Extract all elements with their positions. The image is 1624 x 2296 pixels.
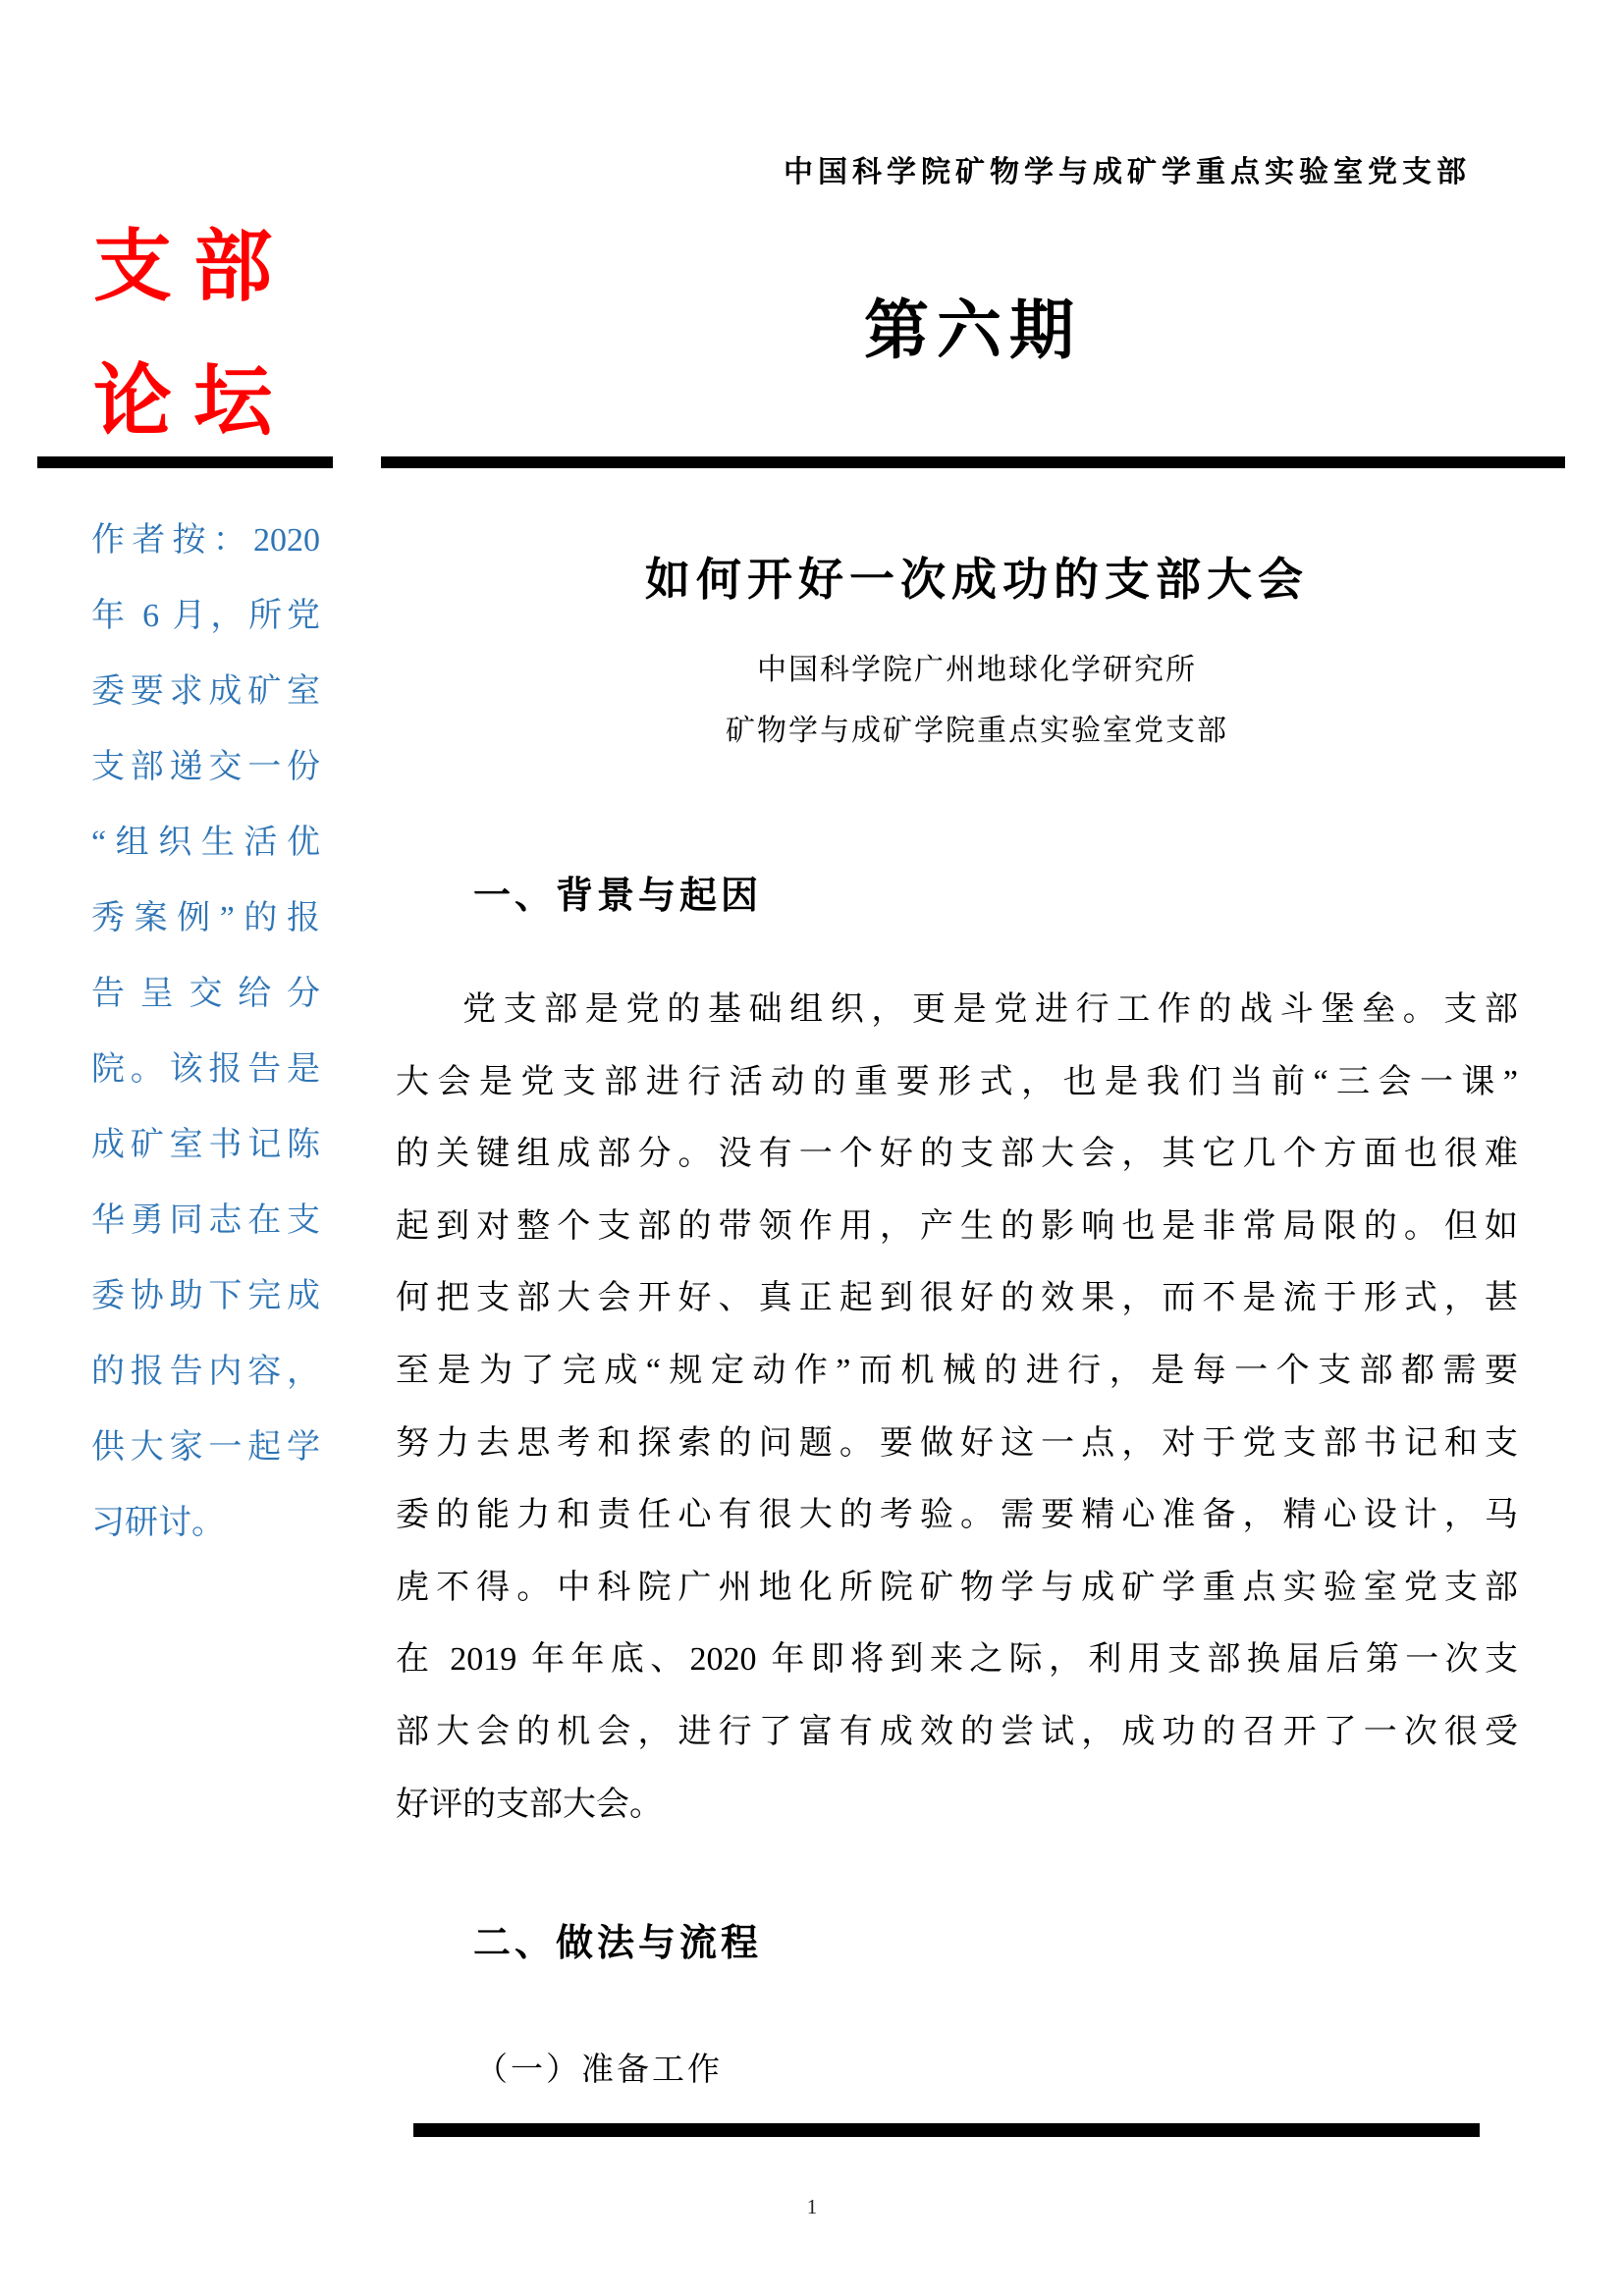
author-note-line: 秀案例”的报 [91, 900, 320, 936]
author-note-line: 委协助下完成 [91, 1278, 320, 1314]
article-body [396, 974, 1518, 1841]
author-note-line: 年 6 月，所党 [91, 598, 320, 634]
author-note-line: “组织生活优 [91, 825, 320, 861]
article-title: 如何开好一次成功的支部大会 [645, 554, 1309, 605]
body-line: 党支部是党的基础组织，更是党进行工作的战斗堡垒。支部 [462, 991, 1518, 1028]
issue-label: 第六期 [864, 294, 1082, 366]
body-line: 努力去思考和探索的问题。要做好这一点，对于党支部书记和支 [396, 1424, 1518, 1462]
affiliation-line-1: 中国科学院广州地球化学研究所 [757, 654, 1197, 686]
subsection-heading: （一）准备工作 [475, 2053, 723, 2088]
masthead-line-1: 支 部 [93, 223, 273, 310]
author-note-line: 委要求成矿室 [91, 673, 320, 710]
author-note-line: 告呈交给分 [91, 976, 320, 1012]
footer-divider-rule [413, 2123, 1480, 2137]
section-heading-2: 二、做法与流程 [473, 1923, 763, 1964]
author-note-line: 习研讨。 [91, 1505, 225, 1541]
author-note-line: 支部递交一份 [91, 749, 320, 785]
author-note [91, 503, 320, 1561]
body-line: 至是为了完成“规定动作”而机械的进行，是每一个支部都需要 [396, 1352, 1518, 1389]
body-line: 部大会的机会，进行了富有成效的尝试，成功的召开了一次很受 [396, 1713, 1518, 1750]
author-note-line: 的报告内容， [91, 1354, 320, 1390]
body-line: 的关键组成部分。没有一个好的支部大会，其它几个方面也很难 [396, 1136, 1518, 1173]
left-divider-rule [37, 456, 333, 468]
author-note-line: 成矿室书记陈 [91, 1127, 320, 1163]
masthead-line-2: 论 坛 [93, 357, 273, 445]
author-note-line: 供大家一起学 [91, 1429, 320, 1466]
author-note-line: 院。该报告是 [91, 1051, 320, 1088]
body-line: 虎不得。中科院广州地化所院矿物学与成矿学重点实验室党支部 [396, 1569, 1518, 1606]
body-line: 起到对整个支部的带领作用，产生的影响也是非常局限的。但如 [396, 1207, 1518, 1245]
body-line: 何把支部大会开好、真正起到很好的效果，而不是流于形式，甚 [396, 1280, 1518, 1317]
masthead-title [93, 199, 272, 468]
author-note-line: 作者按：2020 [91, 522, 320, 559]
body-line: 在 2019 年年底、2020 年即将到来之际，利用支部换届后第一次支 [396, 1641, 1518, 1679]
section-heading-1: 一、背景与起因 [473, 876, 763, 917]
affiliation-line-2: 矿物学与成矿学院重点实验室党支部 [726, 715, 1228, 747]
page-number: 1 [806, 2195, 818, 2218]
body-line: 委的能力和责任心有很大的考验。需要精心准备，精心设计，马 [396, 1497, 1518, 1534]
main-divider-rule [381, 456, 1565, 468]
affiliation [383, 640, 1571, 762]
org-header: 中国科学院矿物学与成矿学重点实验室党支部 [784, 156, 1471, 188]
body-line: 好评的支部大会。 [396, 1786, 663, 1823]
body-line: 大会是党支部进行活动的重要形式，也是我们当前“三会一课” [396, 1063, 1518, 1100]
author-note-line: 华勇同志在支 [91, 1202, 320, 1239]
